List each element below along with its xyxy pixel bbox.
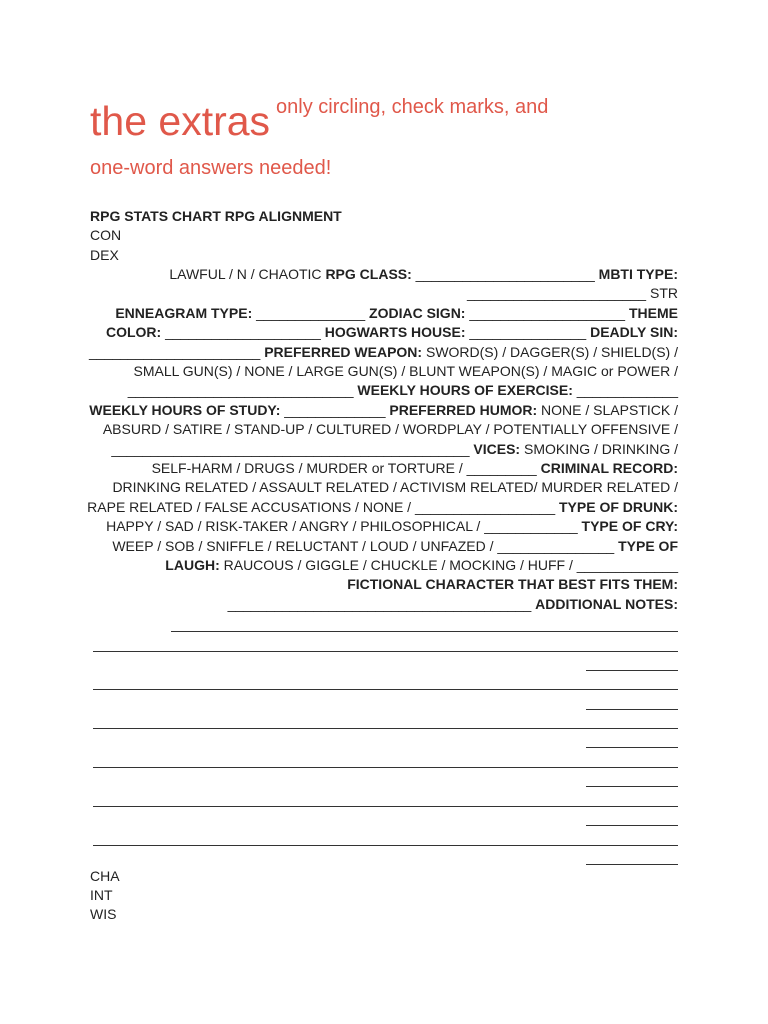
notes-line[interactable] bbox=[93, 689, 678, 690]
form-line-exercise bbox=[128, 381, 678, 400]
form-line-mbti: _______________________ STR bbox=[467, 285, 678, 301]
hogwarts-blank[interactable]: _______________ bbox=[465, 324, 591, 340]
additional-notes-label: ADDITIONAL NOTES: bbox=[535, 596, 678, 612]
criminal-record-label: CRIMINAL RECORD: bbox=[540, 460, 678, 476]
deadly-sin-blank[interactable]: ______________________ bbox=[89, 344, 265, 360]
weapon-label: PREFERRED WEAPON: bbox=[264, 344, 423, 360]
mbti-type-label: MBTI TYPE: bbox=[598, 266, 678, 282]
hogwarts-label: HOGWARTS HOUSE: bbox=[324, 324, 466, 340]
humor-label: PREFERRED HUMOR: bbox=[389, 402, 538, 418]
stat-con-label: CON bbox=[90, 227, 122, 243]
notes-line-short[interactable] bbox=[586, 670, 678, 671]
rpg-class-blank[interactable]: _______________________ bbox=[411, 266, 599, 282]
color-label: COLOR: bbox=[105, 324, 162, 340]
rpg-class-label: RPG CLASS: bbox=[325, 266, 412, 282]
notes-line-short[interactable] bbox=[586, 864, 678, 865]
form-line-laugh: LAUGH: RAUCOUS / GIGGLE / CHUCKLE / MOCKING / HUFF / _____________ bbox=[165, 557, 678, 573]
theme-label: THEME bbox=[629, 305, 678, 321]
notes-line[interactable] bbox=[93, 651, 678, 652]
enneagram-blank[interactable]: ______________ bbox=[252, 305, 370, 321]
color-blank[interactable]: ____________________ bbox=[161, 324, 325, 340]
cry-label: TYPE OF CRY: bbox=[581, 518, 678, 534]
form-line-notes bbox=[228, 595, 678, 614]
stat-dex-label: DEX bbox=[90, 247, 119, 263]
study-label: WEEKLY HOURS OF STUDY: bbox=[89, 402, 281, 418]
drunk-label: TYPE OF DRUNK: bbox=[559, 499, 678, 515]
fictional-character-blank[interactable]: _______________________________________ bbox=[227, 596, 536, 612]
study-blank[interactable]: _____________ bbox=[280, 402, 390, 418]
form-line-drunk: RAPE RELATED / FALSE ACCUSATIONS / NONE / __________________ TYPE OF DRUNK: bbox=[87, 499, 678, 515]
form-line-weapon: ______________________ PREFERRED WEAPON: SWORD(S) / DAGGER(S) / SHIELD(S) / bbox=[89, 344, 678, 360]
fictional-character-label: FICTIONAL CHARACTER THAT BEST FITS THEM: bbox=[347, 576, 678, 592]
form-line-enneagram bbox=[115, 304, 678, 323]
page-title: the extras bbox=[90, 98, 271, 144]
notes-line[interactable] bbox=[93, 767, 678, 768]
stat-wis-label: WIS bbox=[90, 906, 117, 922]
form-line-laugh-type: WEEP / SOB / SNIFFLE / RELUCTANT / LOUD / UNFAZED / _______________ TYPE OF bbox=[112, 538, 678, 554]
humor-blank[interactable]: ______________________________________________ bbox=[111, 441, 474, 457]
form-line-cry: HAPPY / SAD / RISK-TAKER / ANGRY / PHILOSOPHICAL / ____________ TYPE OF CRY: bbox=[106, 518, 678, 534]
notes-line[interactable] bbox=[171, 631, 678, 632]
form-line-vices: ______________________________________________ VICES: SMOKING / DRINKING / bbox=[111, 441, 678, 457]
form-line-study: WEEKLY HOURS OF STUDY: _____________ PREFERRED HUMOR: NONE / SLAPSTICK / bbox=[89, 402, 678, 418]
type-of-label: TYPE OF bbox=[618, 538, 678, 554]
section-heading: RPG STATS CHART RPG ALIGNMENT bbox=[90, 208, 342, 224]
notes-line[interactable] bbox=[93, 728, 678, 729]
notes-line-short[interactable] bbox=[586, 786, 678, 787]
form-line-criminal: SELF-HARM / DRUGS / MURDER or TORTURE / _________ CRIMINAL RECORD: bbox=[151, 460, 678, 476]
form-line-alignment: LAWFUL / N / CHAOTIC RPG CLASS: _______________________ MBTI TYPE: bbox=[169, 266, 678, 282]
notes-line[interactable] bbox=[93, 845, 678, 846]
zodiac-label: ZODIAC SIGN: bbox=[369, 305, 466, 321]
stat-int-label: INT bbox=[90, 887, 113, 903]
page-title-row bbox=[90, 96, 690, 143]
deadly-sin-label: DEADLY SIN: bbox=[590, 324, 678, 340]
form-line-record-options: DRINKING RELATED / ASSAULT RELATED / ACTIVISM RELATED/ MURDER RELATED / bbox=[112, 479, 678, 495]
exercise-blank[interactable]: _____________ bbox=[572, 382, 678, 398]
weapon-blank[interactable]: _____________________________ bbox=[127, 382, 358, 398]
page-subtitle: one-word answers needed! bbox=[90, 157, 332, 179]
notes-line-short[interactable] bbox=[586, 747, 678, 748]
stat-cha-label: CHA bbox=[90, 868, 120, 884]
form-line-color bbox=[106, 323, 678, 342]
laugh-label: LAUGH: bbox=[165, 557, 220, 573]
exercise-label: WEEKLY HOURS OF EXERCISE: bbox=[357, 382, 573, 398]
enneagram-label: ENNEAGRAM TYPE: bbox=[115, 305, 253, 321]
notes-line-short[interactable] bbox=[586, 825, 678, 826]
page-title-tail: only circling, check marks, and bbox=[276, 96, 549, 118]
notes-line[interactable] bbox=[93, 806, 678, 807]
form-line-weapon-options: SMALL GUN(S) / NONE / LARGE GUN(S) / BLUNT WEAPON(S) / MAGIC or POWER / bbox=[133, 363, 678, 379]
zodiac-blank[interactable]: ____________________ bbox=[465, 305, 629, 321]
form-line-humor-options: ABSURD / SATIRE / STAND-UP / CULTURED / WORDPLAY / POTENTIALLY OFFENSIVE / bbox=[102, 421, 678, 437]
notes-line-short[interactable] bbox=[586, 709, 678, 710]
vices-label: VICES: bbox=[473, 441, 521, 457]
